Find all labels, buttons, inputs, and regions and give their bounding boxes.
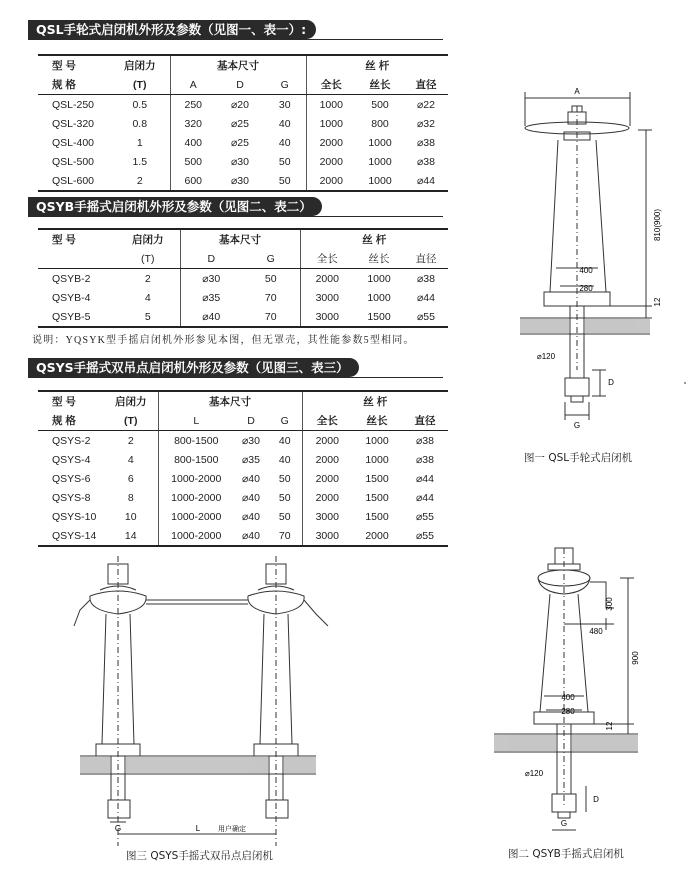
col-length: 全长 <box>300 249 354 269</box>
table-cell: 1500 <box>365 472 389 485</box>
table-cell: 600 <box>170 171 216 191</box>
table-cell: ⌀30 <box>180 269 242 289</box>
table-cell: ⌀44 <box>416 291 435 304</box>
table-cell: 50 <box>278 155 291 168</box>
table-cell: 0.5 <box>132 98 148 111</box>
fig1-dim-a: A <box>574 87 580 96</box>
table-cell: 3000 <box>300 307 354 327</box>
table-cell: ⌀25 <box>230 136 249 149</box>
h-model: 型 号 <box>38 391 104 411</box>
h-spec: 规 格 <box>38 75 110 95</box>
table-row <box>38 133 448 152</box>
h-model: 型 号 <box>38 55 110 75</box>
table-cell: ⌀22 <box>416 98 435 111</box>
model-cell: QSYS-4 <box>52 453 91 466</box>
col-length: 全长 <box>302 411 352 431</box>
col-thread: 丝长 <box>354 249 404 269</box>
table-cell: 2 <box>127 434 134 447</box>
h-rod: 丝 杆 <box>302 391 448 411</box>
fig1-dim-d: D <box>608 378 614 387</box>
table-cell: 2000 <box>306 133 356 152</box>
table-row <box>38 171 448 191</box>
table-cell: 500 <box>170 152 216 171</box>
table-row <box>38 114 448 133</box>
table-row <box>38 488 448 507</box>
table-qsyb <box>38 228 448 328</box>
table-cell: ⌀38 <box>416 155 435 168</box>
table-cell: ⌀35 <box>241 453 260 466</box>
table-cell: 5 <box>116 307 180 327</box>
table-cell: 2000 <box>306 152 356 171</box>
table-cell: 1000 <box>368 136 392 149</box>
table-cell: 2000 <box>302 488 352 507</box>
table-cell: 2000 <box>352 526 402 546</box>
table-cell: ⌀40 <box>234 526 268 546</box>
table-cell: 1000 <box>367 272 391 285</box>
table-cell: ⌀44 <box>415 491 434 504</box>
table-cell: 40 <box>278 434 291 447</box>
table-cell: 2000 <box>302 431 352 451</box>
table-cell: ⌀40 <box>180 307 242 327</box>
fig3-caption: 图三 QSYS手摇式双吊点启闭机 <box>126 850 273 862</box>
table-cell: 500 <box>371 98 389 111</box>
model-cell: QSYS-14 <box>38 526 104 546</box>
col-d: D <box>180 249 242 269</box>
table-cell: 40 <box>278 117 291 130</box>
table-cell: ⌀30 <box>216 171 264 191</box>
model-cell: QSYS-2 <box>52 434 91 447</box>
table-cell: 250 <box>170 95 216 115</box>
table-row <box>38 152 448 171</box>
h-basic: 基本尺寸 <box>158 391 302 411</box>
table-qsys <box>38 390 448 547</box>
fig3-dim-lnote: 用户确定 <box>218 826 246 833</box>
table-row <box>38 526 448 546</box>
h-force: 启闭力 <box>104 391 158 411</box>
table-cell: 1000 <box>365 453 389 466</box>
model-cell: QSL-320 <box>52 117 95 130</box>
table-cell: 1500 <box>365 491 389 504</box>
table-cell: 1000-2000 <box>158 469 234 488</box>
table-cell: 2000 <box>302 469 352 488</box>
fig1-dim-g: G <box>573 421 581 430</box>
table-row <box>38 450 448 469</box>
fig2-dim-280: 280 <box>561 707 575 716</box>
table-cell: ⌀30 <box>230 155 249 168</box>
model-cell: QSL-500 <box>52 155 95 168</box>
table-cell: 2000 <box>300 269 354 289</box>
table-cell: 1000 <box>365 434 389 447</box>
table-cell: ⌀35 <box>180 288 242 307</box>
table-cell: 50 <box>264 171 306 191</box>
model-cell: QSYB-5 <box>38 307 116 327</box>
table-cell: ⌀40 <box>241 510 260 523</box>
table-cell: ⌀40 <box>241 472 260 485</box>
table-cell: 1.5 <box>132 155 148 168</box>
fig2-dim-g: G <box>560 819 568 828</box>
fig1-drawing <box>500 70 690 440</box>
col-dia: 直径 <box>402 411 448 431</box>
table-cell: 2 <box>144 272 151 285</box>
model-cell: QSYS-6 <box>52 472 91 485</box>
table-cell: 1000 <box>306 95 356 115</box>
table-cell: 6 <box>127 472 134 485</box>
table-cell: 1000 <box>368 155 392 168</box>
fig2-dim-dia: ⌀120 <box>524 769 544 778</box>
fig1-dim-dia: ⌀120 <box>536 352 556 361</box>
fig3-drawing <box>66 556 366 846</box>
h-rod: 丝 杆 <box>306 55 448 75</box>
table-cell: 1000 <box>367 291 391 304</box>
fig3-dim-l: L <box>195 824 201 833</box>
fig2-drawing <box>488 548 678 838</box>
model-cell: QSYS-10 <box>52 510 97 523</box>
table-cell: 70 <box>242 307 300 327</box>
col-g: G <box>242 249 300 269</box>
table-cell: 50 <box>278 472 291 485</box>
table-row <box>38 95 448 115</box>
fig2-dim-300: 300 <box>605 597 614 611</box>
col-dia: 直径 <box>404 249 448 269</box>
table-cell: 1000-2000 <box>158 488 234 507</box>
table-cell: ⌀38 <box>416 136 435 149</box>
section3-rule <box>28 377 443 378</box>
table-cell: 400 <box>170 133 216 152</box>
h-force: 启闭力 <box>110 55 170 75</box>
table-cell: 1000-2000 <box>158 526 234 546</box>
fig2-dim-400: 400 <box>561 693 575 702</box>
fig1-dim-h: 810(900) <box>653 208 662 242</box>
table-cell: 800 <box>371 117 389 130</box>
fig3-dim-g: G <box>114 824 122 833</box>
col-a: A <box>170 75 216 95</box>
table-cell: 800-1500 <box>158 450 234 469</box>
table-cell: 14 <box>104 526 158 546</box>
h-basic: 基本尺寸 <box>170 55 306 75</box>
col-dia: 直径 <box>404 75 448 95</box>
table-cell: 3000 <box>302 526 352 546</box>
h-force-unit: (T) <box>116 249 180 269</box>
table-cell: 320 <box>170 114 216 133</box>
table-cell: ⌀55 <box>404 307 448 327</box>
fig1-dim-280: 280 <box>579 284 593 293</box>
table-cell: 10 <box>124 510 137 523</box>
table-cell: 1000-2000 <box>158 507 234 526</box>
table-cell: ⌀32 <box>416 117 435 130</box>
model-cell: QSYB-4 <box>52 291 91 304</box>
col-g: G <box>264 75 306 95</box>
table-cell: 3000 <box>300 288 354 307</box>
h-force: 启闭力 <box>116 229 180 249</box>
table-cell: ⌀55 <box>415 510 434 523</box>
fig1-caption: 图一 QSL手轮式启闭机 <box>524 452 633 464</box>
col-thread: 丝长 <box>352 411 402 431</box>
h-rod: 丝 杆 <box>300 229 448 249</box>
model-cell: QSYB-2 <box>52 272 91 285</box>
model-cell: QSL-250 <box>52 98 95 111</box>
table-cell: ⌀20 <box>230 98 249 111</box>
table-cell: 4 <box>127 453 134 466</box>
fig2-dim-d: D <box>593 795 599 804</box>
section2-rule <box>28 216 443 217</box>
col-d: D <box>216 75 264 95</box>
h-force-unit: (T) <box>110 75 170 95</box>
table-cell: ⌀38 <box>415 453 434 466</box>
table-cell: 50 <box>264 272 277 285</box>
table-cell: 1500 <box>365 510 389 523</box>
table-qsl <box>38 54 448 192</box>
table-cell: 50 <box>278 510 291 523</box>
table-cell: ⌀55 <box>402 526 448 546</box>
fig1-dim-12: 12 <box>653 297 662 307</box>
col-d: D <box>234 411 268 431</box>
fig1-dim-400: 400 <box>579 266 593 275</box>
col-g: G <box>268 411 302 431</box>
table-cell: 30 <box>278 98 291 111</box>
h-basic: 基本尺寸 <box>180 229 300 249</box>
section2-banner: QSYB手摇式启闭机外形及参数（见图二、表二） <box>28 197 322 216</box>
section3-banner: QSYS手摇式双吊点启闭机外形及参数（见图三、表三） <box>28 358 359 377</box>
table-cell: 1 <box>136 136 143 149</box>
table-cell: ⌀30 <box>241 434 260 447</box>
table-cell: ⌀44 <box>415 472 434 485</box>
table-cell: 1500 <box>354 307 404 327</box>
section1-banner: QSL手轮式启闭机外形及参数（见图一、表一）: <box>28 20 316 39</box>
table-cell: ⌀40 <box>241 491 260 504</box>
section1-rule <box>28 39 443 40</box>
fig2-dim-900: 900 <box>631 651 640 665</box>
h-model: 型 号 <box>38 229 116 249</box>
table-cell: ⌀44 <box>404 171 448 191</box>
table-row <box>38 307 448 327</box>
table-cell: 70 <box>268 526 302 546</box>
table-cell: 70 <box>264 291 277 304</box>
table-cell: 800-1500 <box>158 431 234 451</box>
table-cell: 4 <box>144 291 151 304</box>
section2-note: 说明：YQSYK型手摇启闭机外形参见本图，但无罩壳，其性能参数5型相同。 <box>32 335 415 346</box>
table-cell: ⌀25 <box>230 117 249 130</box>
model-cell: QSYS-8 <box>52 491 91 504</box>
table-row <box>38 507 448 526</box>
fig2-dim-480: 480 <box>589 627 603 636</box>
table-cell: 1000 <box>306 114 356 133</box>
model-cell: QSL-400 <box>52 136 95 149</box>
table-cell: 50 <box>278 491 291 504</box>
h-spec: 规 格 <box>38 411 104 431</box>
table-cell: 0.8 <box>132 117 148 130</box>
table-cell: 1000 <box>356 171 404 191</box>
table-cell: 3000 <box>302 507 352 526</box>
table-row <box>38 288 448 307</box>
col-l: L <box>158 411 234 431</box>
table-cell: 40 <box>278 453 291 466</box>
col-length: 全长 <box>306 75 356 95</box>
fig2-caption: 图二 QSYB手摇式启闭机 <box>508 848 624 860</box>
fig2-dim-12: 12 <box>605 721 614 731</box>
col-thread: 丝长 <box>356 75 404 95</box>
table-cell: 2000 <box>306 171 356 191</box>
table-cell: 40 <box>278 136 291 149</box>
table-cell: 2000 <box>302 450 352 469</box>
table-cell: ⌀38 <box>416 272 435 285</box>
table-cell: 2 <box>110 171 170 191</box>
table-cell: 8 <box>127 491 134 504</box>
table-row <box>38 431 448 451</box>
table-cell: ⌀38 <box>415 434 434 447</box>
table-row <box>38 269 448 289</box>
h-force-unit: (T) <box>104 411 158 431</box>
table-row <box>38 469 448 488</box>
model-cell: QSL-600 <box>38 171 110 191</box>
